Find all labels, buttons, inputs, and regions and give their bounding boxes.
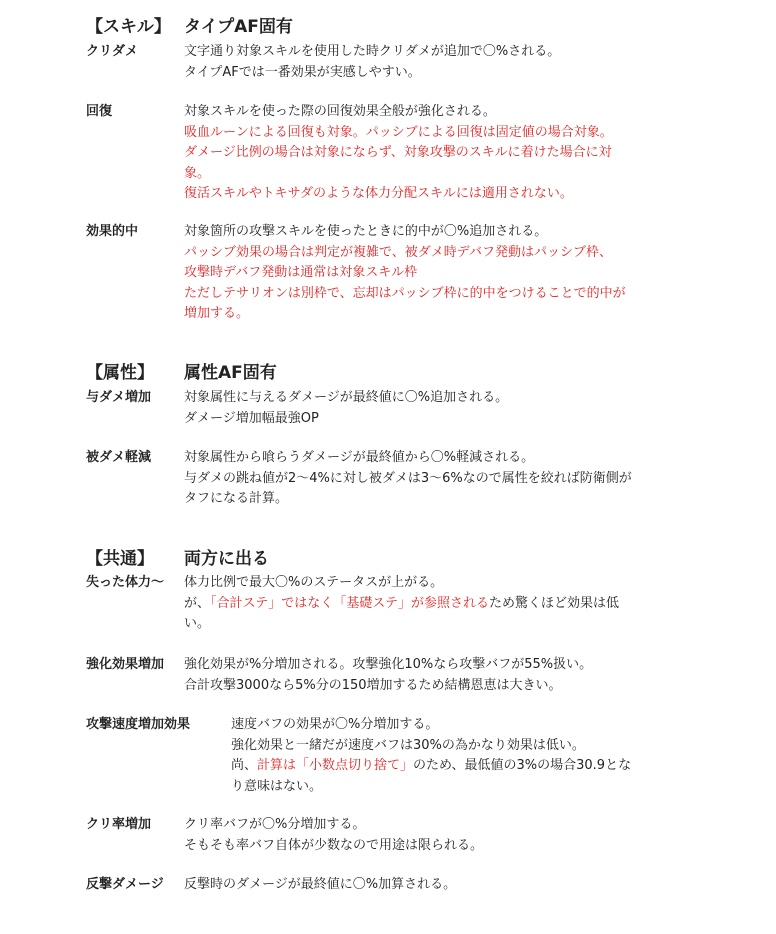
desc-text: のため、最低値の3%の場合30.9とな bbox=[413, 758, 632, 773]
desc-line-mixed bbox=[184, 594, 724, 615]
section-common-title: 両方に出る bbox=[184, 549, 269, 569]
desc-buff-effect-increase bbox=[184, 655, 724, 696]
desc-line-mixed bbox=[231, 756, 721, 777]
term-damage-increase: 与ダメ増加 bbox=[86, 390, 152, 405]
desc-line: 合計攻撃3000なら5%分の150増加するため結構恩恵は大きい。 bbox=[184, 677, 562, 693]
desc-crit-rate-increase bbox=[184, 815, 724, 856]
term-effect-accuracy: 効果的中 bbox=[86, 224, 139, 239]
section-common-bracket: 【共通】 bbox=[86, 549, 154, 569]
desc-line-note: 攻撃時デバフ発動は通常は対象スキル枠 bbox=[184, 265, 418, 280]
desc-line: タフになる計算。 bbox=[184, 491, 289, 506]
desc-line: そもそも率バフ自体が少数なので用途は限られる。 bbox=[184, 837, 484, 853]
desc-text: ため驚くほど効果は低 bbox=[489, 595, 620, 611]
desc-damage-increase bbox=[184, 388, 724, 429]
desc-line: 文字通り対象スキルを使用した時クリダメが追加で〇%される。 bbox=[184, 44, 561, 59]
desc-attack-speed-increase bbox=[231, 715, 721, 797]
desc-line: い。 bbox=[184, 616, 211, 631]
desc-line: 対象属性から喰らうダメージが最終値から〇%軽減される。 bbox=[184, 450, 535, 465]
term-damage-reduction: 被ダメ軽減 bbox=[86, 450, 152, 465]
desc-line: ダメージ増加幅最強OP bbox=[184, 410, 319, 426]
desc-counter-damage bbox=[184, 875, 724, 896]
desc-line: 対象属性に与えるダメージが最終値に〇%追加される。 bbox=[184, 390, 509, 405]
desc-text-note: 計算は「小数点切り捨て」 bbox=[257, 758, 414, 773]
desc-text: 尚、 bbox=[231, 758, 258, 773]
desc-line-note: ただしテサリオンは別枠で、忘却はパッシブ枠に的中をつけることで的中が bbox=[184, 285, 626, 301]
desc-line: 体力比例で最大〇%のステータスが上がる。 bbox=[184, 575, 444, 590]
desc-effect-accuracy bbox=[184, 222, 724, 325]
term-crit-damage: クリダメ bbox=[86, 44, 139, 59]
desc-recovery bbox=[184, 102, 724, 205]
desc-line: り意味はない。 bbox=[231, 778, 323, 794]
desc-line-note: 増加する。 bbox=[184, 306, 250, 321]
section-skill-title: タイプAF固有 bbox=[184, 17, 293, 37]
term-lost-hp: 失った体力～ bbox=[86, 575, 165, 590]
section-attribute-title: 属性AF固有 bbox=[184, 363, 277, 383]
desc-line: 強化効果と一緒だが速度バフは30%の為かなり効果は低い。 bbox=[231, 737, 585, 753]
desc-damage-reduction bbox=[184, 448, 724, 510]
desc-line: クリ率バフが〇%分増加する。 bbox=[184, 817, 366, 832]
term-attack-speed-increase: 攻撃速度増加効果 bbox=[86, 717, 191, 732]
term-crit-rate-increase: クリ率増加 bbox=[86, 817, 152, 832]
desc-line-note: 象。 bbox=[184, 165, 211, 181]
desc-line-note: 復活スキルやトキサダのような体力分配スキルには適用されない。 bbox=[184, 186, 573, 201]
desc-line-note: 吸血ルーンによる回復も対象。パッシブによる回復は固定値の場合対象。 bbox=[184, 124, 613, 140]
desc-text-note: 「合計ステ」ではなく「基礎ステ」が参照される bbox=[210, 595, 489, 611]
desc-line: 対象箇所の攻撃スキルを使ったときに的中が〇%追加される。 bbox=[184, 224, 548, 239]
desc-line: タイプAFでは一番効果が実感しやすい。 bbox=[184, 64, 421, 80]
section-attribute-bracket: 【属性】 bbox=[86, 363, 154, 383]
desc-line: 与ダメの跳ね値が2～4%に対し被ダメは3～6%なので属性を絞れば防衛側が bbox=[184, 470, 632, 486]
section-skill-bracket: 【スキル】 bbox=[86, 17, 171, 37]
desc-lost-hp bbox=[184, 573, 724, 635]
desc-crit-damage bbox=[184, 42, 724, 83]
desc-line: 反撃時のダメージが最終値に〇%加算される。 bbox=[184, 877, 457, 892]
desc-line: 速度バフの効果が〇%分増加する。 bbox=[231, 717, 439, 732]
term-buff-effect-increase: 強化効果増加 bbox=[86, 657, 165, 672]
desc-line: 強化効果が%分増加される。攻撃強化10%なら攻撃バフが55%扱い。 bbox=[184, 657, 593, 672]
desc-line: 対象スキルを使った際の回復効果全般が強化される。 bbox=[184, 104, 496, 119]
term-counter-damage: 反撃ダメージ bbox=[86, 877, 164, 892]
desc-text: が、 bbox=[184, 595, 211, 611]
term-recovery: 回復 bbox=[86, 104, 113, 119]
desc-line-note: パッシブ効果の場合は判定が複雑で、被ダメ時デバフ発動はパッシブ枠、 bbox=[184, 244, 612, 260]
desc-line-note: ダメージ比例の場合は対象にならず、対象攻撃のスキルに着けた場合に対 bbox=[184, 145, 612, 160]
